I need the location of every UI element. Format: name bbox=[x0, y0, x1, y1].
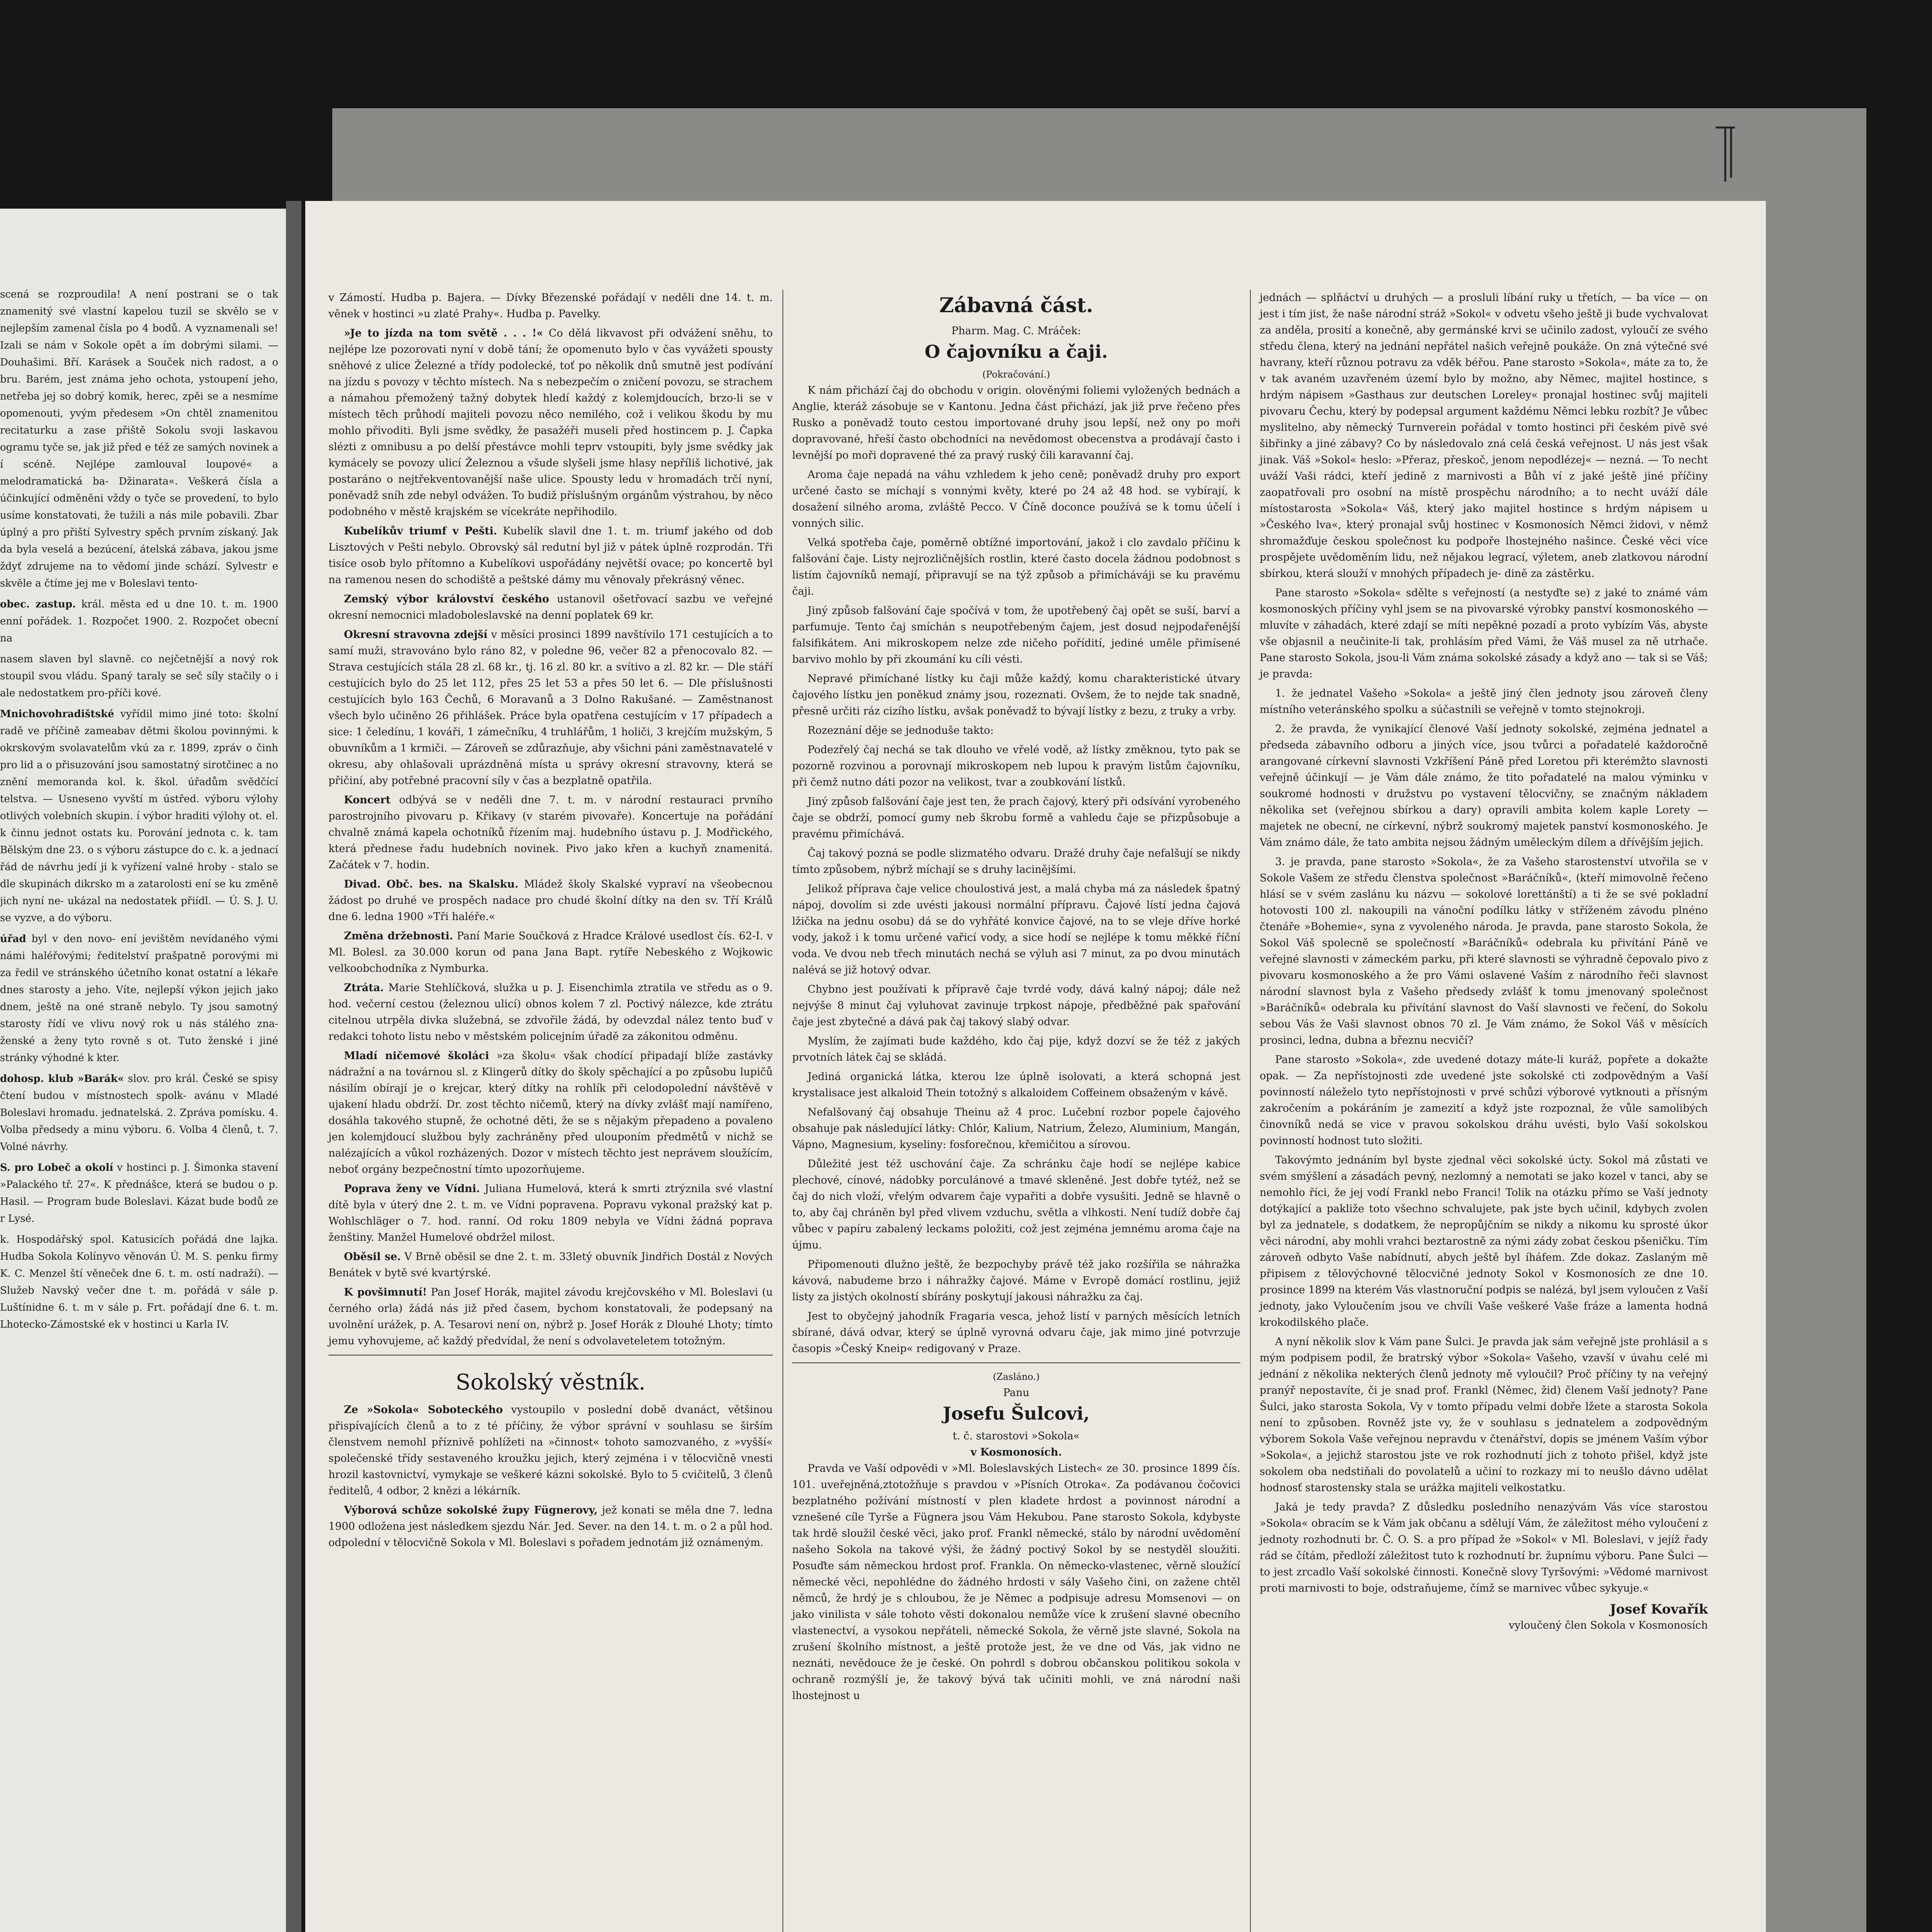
news-heading: Změna držebnosti. bbox=[344, 930, 453, 942]
article-paragraph: Chybno jest používati k přípravě čaje tvrdé vody, dává kalný nápoj; dále než nejvýše 8 minut čaj vyluhovat zavinuje trpkost nápoje, předběžné pak spařování čaje jest zbytečné a dává pak čaj takový slabý odvar. bbox=[792, 983, 1240, 1028]
article-paragraph: Podezřelý čaj nechá se tak dlouho ve vřelé vodě, až lístky změknou, tyto pak se pozorně rozvinou a porovnají mikroskopem neb lupou k pravým listům čajovníku, při čemž nutno dáti pozor na velikost, tvar a zoubkování lístků. bbox=[792, 744, 1240, 788]
article-paragraph: Jediná organická látka, kterou lze úplně isolovati, a která schopná jest krystalisace jest alkaloid Thein totožný s alkaloidem Coffeinem obsaženým v kávě. bbox=[792, 1071, 1240, 1099]
continuation-note: (Pokračování.) bbox=[982, 369, 1050, 380]
news-paragraph: Paní Marie Součková z Hradce Králové usedlost čís. 62-I. v Ml. Bolesl. za 30.000 korun od pana Jana Bapt. rytíře Nebeského z Wojkowic velkoobchodníka z Nymburka. bbox=[328, 930, 773, 975]
letter-paragraph: Jaká je tedy pravda? Z důsledku posledního nenazývám Vás více starostou »Sokola« obracím se k Vám jak občanu a sdělují Vám, že záležitost mého vyloučení z jednoty rozhodnuti br. Č. O. S. a pro případ že »Sokol« v Ml. Boleslavi, v jejíž řady rád se čítám, předloží záležitost tuto k rozhodnutí br. župnímu výboru. Pane Šulci — to jest zrcadlo Vaší sokolské činnosti. Konečně slovy Tyršovými: »Vědomé marnivost proti marnivosti to boje, odstraňujeme, čímž se marnivec vůbec sykyuje.« bbox=[1260, 1501, 1708, 1594]
zaslano-label: (Zasláno.) bbox=[993, 1371, 1040, 1382]
news-heading: Výborová schůze sokolské župy Fügnerovy, bbox=[344, 1504, 598, 1516]
letter-paragraph: Pravda ve Vaší odpovědi v »Ml. Boleslavských Listech« ze 30. prosince 1899 čís. 101. uveřejněná,ztotožňuje s pravdou v »Písních Otroka«. Za podávanou čočovici bezplatného požívání místností v plen kladete hrdost a povinnost národní a vznešené cíle Tyrše a Fügnera jsou Vám Hekubou. Pane starosto Sokola, kdybyste tak hrdě sloužil české věci, jako prof. Frankl německé, stálo by národní uvědomění našeho Sokola na takové výši, že žádný poctivý Sokol by se nestyděl sloužiti. Posuďte sám německou hrdost prof. Frankla. On německo-vlastenec, věrně sloužící německé věci, nepohlédne do žádného hrdosti v sály Vašeho čini, on zažene chtěl němců, že hrdý je s chloubou, že je Němec a podpisuje adresu Momsenovi — on jako vinilista v sále tohoto věsti dokonalou nemůže více k zrušení slavné obecního vlastenectví, a vysokou nepřáteli, německé Sokola, že věrně jste slavné, Sokola na zrušení školního místnost, a ještě protože jest, že ve dne od Vás, jak vidno ne neznáti, nevědouce že je české. On pohrdl s dobrou občanskou politikou sokola v ochraně rozmýšlí je, že takový bývá tak učiniti mohli, ve zná národní naši lhostejnost u bbox=[792, 1463, 1240, 1702]
article-paragraph: Myslím, že zajímati bude každého, kdo čaj pije, když dozví se že též z jakých prvotních látek čaj se skládá. bbox=[792, 1035, 1240, 1063]
news-heading: Kubelíkův triumf v Pešti. bbox=[344, 525, 497, 537]
section-divider bbox=[792, 1362, 1240, 1363]
letter-paragraph: 1. že jednatel Vašeho »Sokola« a ještě jiný člen jednoty jsou zároveň členy místního veteránského spolku a súčastnili se veřejně v tomto stejnokroji. bbox=[1260, 687, 1708, 716]
left-heading: S. pro Lobeč a okolí bbox=[0, 1162, 114, 1173]
article-paragraph: Nepravé přimíchané lístky ku čaji může každý, komu charakteristické útvary čajového lístku jen poněkud známy jsou, rozeznati. Ovšem, že to nejde tak snadně, přesně určiti ráz cizího lístku, avšak poněvadž to bývají lístky z bezu, z truky a vrby. bbox=[792, 673, 1240, 717]
news-heading: Okresní stravovna zdejší bbox=[344, 629, 488, 641]
news-heading: Divad. Obč. bes. na Skalsku. bbox=[344, 878, 519, 890]
column-rule bbox=[782, 290, 783, 1932]
article-paragraph: K nám přichází čaj do obchodu v origin. olověnými foliemi vyložených bednách a Anglie, kteráž zásobuje se v Kantonu. Jedna část přichází, jak již prve řečeno přes Rusko a poněvadž touto cestou importované druhy jsou lepší, než ony po moři dopravované, hřeší často obchodníci na nevědomost obecenstva a prodávají často i levnější po moři dopravené thé za pravý ruský čili karavanní čaj. bbox=[792, 384, 1240, 461]
news-heading: Koncert bbox=[344, 794, 391, 806]
letter-paragraph: A nyní několik slov k Vám pane Šulci. Je pravda jak sám veřejně jste prohlásil a s mým podpisem podil, že bratrský výbor »Sokola« Vašeho, vzavší v úvahu celé mi jednání z několika nekterých členů jednoty mě vyloučil? Proč příčiny ty na veřejný pranýř nepostavíte, či je snad prof. Frankl (Němec, žid) členem Vaší jednoty? Pane Šulci, jako starosta Sokola, Vy v tomto případu velmi dobře lžete a starosta Sokola není to způsoben. Rovněž jste vy, že v souhlasu s jednatelem a zodpovědným výborem Sokola Vaše veřejnou nepravdu v čtenářství, dopis se jménem Vaším výbor »Sokola«, a jejichž starostou jste ve rok rozhodnutí jich z tohoto přišel, když jste sokolem oba nedstiňali do povolatelů a učiní to rozkazy mi to neušlo dávno udělat hodnosť starostensky stala se urážka majiteli velkostatku. bbox=[1260, 1336, 1708, 1494]
news-paragraph: »za školu« však chodící připadají blíže zastávky nádražní a na továrnou sl. z Klingerů dítky do školy spěchající a po způsobu lupičů násilím obírají je o krejcar, který dítky na rohlík při celodopolední návštěvě v ujakení hladu obdrží. Dr. zost těchto ničemů, který na dívky zvlášť mají namířeno, dosáhla takového stupně, že ochotné děti, že se s nějakým přepadeno a povaleno jen kolemjdoucí službou byly zachráněny před ulouponím předmětů v nichž se nalézajících a vůkol rozházených. Dozor v místech těchto jest neprávem sloužícím, neboť orgány bezpečnostní tímto upozorňujeme. bbox=[328, 1050, 773, 1175]
news-paragraph: v měsíci prosinci 1899 navštívilo 171 cestujících a to samí muži, stravováno bylo ráno 82, v poledne 96, večer 82 a přenocovalo 82. — Strava cestujících stála 28 zl. 68 kr., tj. 16 zl. 80 kr. a svítivo a zl. 82 kr. — Dle stáří cestujících bylo do 25 let 112, přes 25 let 53 a přes 50 let 6. — Dle příslušnosti cestujících bylo 163 Čechů, 6 Moravanů a 3 Dolno Rakušané. — Zaměstnanost všech bylo učiněno 26 přihlášek. Práce byla opatřena cestujícím v 17 případech a sice: 1 čeledínu, 1 kováři, 1 zámečníku, 4 truhlářům, 1 holiči, 3 krejčím mužským, 5 obuvníkům a 1 krmiči. — Zároveň se zdůrazňuje, aby všichni páni zaměstnavatelé v okresu, aby ohlašovali uprázdněná místa u správy okresní stravovny, která se přičiní, aby potřebné pracovní síly v čas a bezplatně opatřila. bbox=[328, 629, 773, 787]
news-paragraph: Mládež školy Skalské vypraví na všeobecnou žádost po druhé ve prospěch nadace pro chudé školní dítky na den sv. Tří Králů dne 6. ledna 1900 »Tři haléře.« bbox=[328, 878, 773, 923]
column-rule bbox=[1250, 290, 1251, 1932]
news-paragraph: ustanovil ošetřovací sazbu ve veřejné okresní nemocnici mladoboleslavské na denní poplatek 69 kr. bbox=[328, 593, 773, 621]
article-title: O čajovníku a čaji. bbox=[925, 341, 1108, 362]
left-paragraph: byl v den novo- ení jevištěm nevídaného vými námi haléřovými; ředitelství prašpatně porovými mi za ředil ve stránského účetního konat ostatní a lékaře dnes starosty a jeho. Víte, nejlepší výkon jejich jako dnem, ještě na oné straně nebylo. Ty jsou samotný starosty řídí ve vlivu nový rok u nás stálého zna- ženské a ženy tyto rovně s ot. Tuto ženské i jiné stránky výhodné k kter. bbox=[0, 933, 278, 1064]
news-paragraph: odbývá se v neděli dne 7. t. m. v národní restauraci prvního parostrojního pivovaru p. Křikavy (v starém pivovaře). Koncertuje na pořádání chvalně známá kapela ochotníků řízením maj. hudebního ústavu p. J. Modřického, která přednese řadu hudebních novinek. Pivo jako křen a kuchyň znamenitá. Začátek v 7. hodin. bbox=[328, 794, 773, 871]
newspaper-page bbox=[305, 201, 1766, 1932]
news-heading: Zemský výbor království českého bbox=[344, 593, 549, 605]
left-heading: úřad bbox=[0, 933, 26, 945]
column-letter bbox=[1260, 290, 1708, 1634]
article-paragraph: Jest to obyčejný jahodník Fragaria vesca, jehož listí v parných měsících letních sbírané, dává odvar, který se úplně vyrovná odvaru čaje, jak mimo jiné potvrzuje časopis »Český Kneip« redigovaný v Praze. bbox=[792, 1310, 1240, 1355]
left-paragraph: k. Hospodářský spol. Katusicích pořádá dne lajka. Hudba Sokola Kolínyvo věnován Ú. M. S. penku firmy K. C. Menzel ští věneček dne 6. t. m. ostí nadraží). — Služeb Navský večer dne t. m. pořádá v sále p. Luštínidne 6. t. m v sále p. Frt. pořádají dne 6. t. m. Lhotecko-Zámostské ek v hostinci u Karla IV. bbox=[0, 1234, 278, 1330]
article-paragraph: Čaj takový pozná se podle slizmatého odvaru. Dražé druhy čaje nefalšují se nikdy tímto způsobem, nýbrž míchají se s druhy lacinějšími. bbox=[792, 847, 1240, 876]
news-paragraph: Pan Josef Horák, majitel závodu krejčovského v Ml. Boleslavi (u černého orla) žádá nás již před časem, bychom konstatovali, že podepsaný na uvolnění urážek, p. A. Tesarovi není on, nýbrž p. Josef Horák z Dlouhé Lhoty; tímto jemu vyhovujeme, ač každý předvídal, že není s odvolaveteletem totožným. bbox=[328, 1286, 773, 1347]
news-paragraph: v Zámostí. Hudba p. Bajera. — Dívky Březenské pořádají v neděli dne 14. t. m. věnek v hostinci »u zlaté Prahy«. Hudba p. Pavelky. bbox=[328, 292, 773, 320]
news-paragraph: Kubelík slavil dne 1. t. m. triumf jakého od dob Lisztových v Pešti nebylo. Obrovský sál redutní byl již v pátek úplně rozprodán. Tři tisíce osob bylo přítomno a Kubelíkovi uspořádány největší ovace; po koncertě byl na ramenou nesen do schodiště a peštské dámy mu věnovaly překrásný věnec. bbox=[328, 525, 773, 586]
section-title-sokol: Sokolský věstník. bbox=[456, 1370, 646, 1395]
left-heading: obec. zastup. bbox=[0, 599, 76, 610]
letter-paragraph: Pane starosto »Sokola«, zde uvedené dotazy máte-li kuráž, popřete a dokažte opak. — Za nepřístojnosti zde uvedené jste sokolské cti zodpovědným a Vaší povinností náleželo tyto nepřístojnosti v prvé schůzi výborové vytknouti a přísným zakročením a pokáráním je zamezití a když jste rozpoznal, že vůle samolibých činovníků nedá se vice v pravou sokolskou dráhu uvésti, bylo Vaší sokolskou povinností hodnost tuto složiti. bbox=[1260, 1054, 1708, 1147]
left-paragraph: v hostinci p. J. Šimonka stavení »Palackého tř. 27«. K přednášce, která se budou o p. Hasil. — Program bude Boleslavi. Kázat bude bodů ze r Lysé. bbox=[0, 1162, 278, 1225]
article-author: Pharm. Mag. C. Mráček: bbox=[951, 325, 1081, 337]
left-page-text bbox=[0, 286, 278, 1337]
article-paragraph: Velká spotřeba čaje, poměrně obtížné importování, jakož i clo zavdalo příčinu k falšování čaje. Listy nejrozličnějších rostlin, které často docela žádnou podobnost s listím čajovníků nemají, připravují se na týž způsob a přimícháváji se ku pravému čaji. bbox=[792, 537, 1240, 597]
letter-paragraph: Takovýmto jednáním byl byste zjednal věci sokolské úcty. Sokol má zůstati ve svém smýšlení a zásadách pevný, nezlomný a nemotati se jako kozel v tanci, aby se nemohlo říci, že jej vodí Frankl nebo Franci! Tolik na otázku přímo se Vaší jednoty dotýkající a pakliže toto všechno schvalujete, pak jste bych učinil, kdybych zvolen byl za jednatele, s dodatkem, že nepropůjčním se nikdy a nikomu ku sprosté úkor věci národní, aby mohli vrahci beztarostně za nými zády zobat českou pšeničku. Tím zároveň odbyto Vaše nabídnutí, abych ještě byl íháfem. Zde dokaz. Zaslaným mě připisem z tělovýchovné tělocvičné jednoty Sokol v Kosmonosích ze dne 10. prosince 1899 na kterém Vás vlastnoruční podpis se nalézá, byl jsem vyloučen z Vaší jednoty, jako Vyloučením jsou ve chvíli Vaše veškeré Vaše fráze a lamenta hodná krokodilského plače. bbox=[1260, 1154, 1708, 1328]
left-paragraph: nasem slaven byl slavně. co nejčetnější a nový rok stoupil svou vládu. Spaný taraly se seč síly stačily o i ale nedostatkem pro-příči kové. bbox=[0, 653, 278, 699]
column-local-news bbox=[328, 290, 773, 1554]
news-paragraph: Co dělá likvavost při odvážení sněhu, to nejlépe lze pozorovati nyní v době tání; že opomenuto bylo v čas vyvážeti spousty sněhové z ulice Železné a třídy podolecké, toť po několik dnů smutně jest podívání na jízdu s povozy v těchto místech. Na s nebezpečím o zničení povozu, se strachem a námahou přemožený tažný dobytek hledí každý z kolemjdoucích, brzo-li se v místech těch průhodí majiteli povozu něco nemilého, což i velikou škodu by mu mohlo přivoditi. Byli jsme svědky, že pasažéři museli před hostincem p. J. Čapka slézti z omnibusu a po delší přestávce mohli teprv vstoupiti, byly jsme svědky jak kymácely se povozy ulicí Železnou a všude slyšeli jsme hlasy nepříliš lichotivé, jak postaráno o nejtřekventovanější naše ulice. Spousty ledu v hromadách trčí nyní, poněvadž sníh zde nebyl odvážen. To budiž příslušným orgánům výstrahou, by něco podobného v městě krajském se vícekráte nepřihodilo. bbox=[328, 327, 773, 518]
column-feuilleton bbox=[792, 290, 1240, 1707]
article-paragraph: Jelikož příprava čaje velice choulostivá jest, a malá chyba má za následek špatný nápoj, dovolím si zde uvésti jakousi normální přípravu. Čajové lístí jedna čajová lžička na jednu osobu) dá se do vyhřáté konvice čajové, na to se vleje dříve horké vody, jakož i k tomu určené vařicí vody, a sice hodí se nejlépe k tomu měkké říční voda. Ve dvou neb třech minutách nechá se výluh asi 7 minut, za po dvou minutách nalévá se již hotový odvar. bbox=[792, 883, 1240, 976]
news-heading: Poprava ženy ve Vídni. bbox=[344, 1183, 480, 1195]
letter-paragraph: Pane starosto »Sokola« sdělte s veřejností (a nestyďte se) z jaké to známé vám kosmonoských příčiny vyhl jsem se na pivovarské výrobky panství kosmonoského — mluvíte v záhadách, které zdají se míti nepěkné pozadí a proto vybízím Vás, abyste vše objasnil a neučinite-li tak, prohlásím před Vámi, že Váš musel za ně utrhače. Pane starosto Sokola, jsou-li Vám známa sokolské zásady a když ano — tak si se Váš; je pravda: bbox=[1260, 587, 1708, 680]
article-paragraph: Jiný způsob falšování čaje spočívá v tom, že upotřebený čaj opět se suší, barví a parfumuje. Tento čaj smíchán s neupotřebeným čajem, jest dosud nejpodařenější falsifikátem. Ani mikroskopem nelze zde ničeho pořídití, jediné uměle přimísené barvivo mohlo by při zkoumání ku cíli vésti. bbox=[792, 605, 1240, 665]
left-heading: dohosp. klub »Barák« bbox=[0, 1073, 124, 1085]
letter-signature: Josef Kovařík bbox=[1610, 1602, 1708, 1617]
letter-paragraph: jednách — splňáctví u druhých — a prosluli líbání ruky u třetích, — ba více — on jest i tím jist, že naše národní stráž »Sokol« v odvetu všeho ještě ji bude vychvalovat za anděla, prosití a konečně, aby germánské krvi se učinilo zadost, vyloučí ze svého středu člena, který na jednání nepřátel našich veřejně poukáže. On zná výtečné své havrany, kteří různou potravu za vděk béřou. Pane starosto »Sokola«, máte za to, že v tak avaném uzavřeném území bylo by možno, aby Němec, majitel hostince, s hrdým nápisem »Gasthaus zur deutschen Loreley« pronajal hostinec svůj majiteli pivovaru Čechu, který by podepsal argument každému Němci lebku rozbít? Je vůbec myslitelno, aby německý Turnverein pořádal v tomto hostinci při českém pivě své šibřinky a jiné zábavy? Co by následovalo zná celá česká veřejnost. U nás jest však jinak. Váš »Sokol« heslo: »Přeraz, přeskoč, jenom nepodlézej« — nezná. — To necht uváží Vaši rádci, kteří jedině z marnivosti a Bůh ví z jaké ještě jiné příčiny zaopatřovali pro osobní na místě prospěchu národního; a to necht uváží dále místostarosta »Sokola« Váš, který jako majitel hostince s hrdým nápisem u »Českého lva«, který pronajal svůj hostinec v Kosmonosích Němci židovi, v němž shromažďuje českou společnost ku podpoře lhostejného našince. České věci více prospějete uvědoměním lidu, než nějakou legrací, výletem, aneb zlatkovou národní sbírkou, která slouží v mnohých případech je- dině za zástěrku. bbox=[1260, 292, 1708, 580]
letter-paragraph: 2. že pravda, že vynikající členové Vaší jednoty sokolské, zejména jednatel a předseda zábavního odboru a jiných více, jsou tvůrci a pořadatelé každoročně arangované církevní slavnosti Vzkříšení Páně před Loretou při kterémžto slavnosti veřejně účinkují — je Vám dále známo, že tito pořadatelé na malou výminku v soukromé hodnosti v družstvu po vystavení tělocvičny, se značným nákladem několika set (veřejnou sbírkou a dary) opravili ambita kolem kaple Lorety — majetek ne obecní, ne církevní, nýbrž soukromý majetek panství kosmonoského. Je Vám známo dále, že tato ambita nejsou žádným uměleckým dílem a dřívějším jejich. bbox=[1260, 723, 1708, 849]
article-paragraph: Rozeznání děje se jednoduše takto: bbox=[808, 724, 994, 736]
news-paragraph: vystoupilo v poslední době dvanáct, většinou přispívajících členů a to z té příčiny, že výbor správní v souhlasu se širším členstvem nemohl příznivě pohlížeti na »činnost« tohoto samozvaného, z »vyšší« společenské třídy sestaveného kroužku jejich, který zejména i v tělocvičně vnesti hrozil kastovnictví, vymykaje se veškeré kázni sokolské. Bylo to 5 cvičitelů, 3 členů ředitelů, 4 odbor, 2 knězi a lékárník. bbox=[328, 1404, 773, 1497]
page-tab-marker-icon bbox=[1712, 120, 1739, 185]
news-paragraph: Juliana Humelová, která k smrti ztrýznila své vlastní dítě byla v úterý dne 2. t. m. ve Vídni popravena. Popravu vykonal pražský kat p. Wohlschläger o 7. hod. ranní. Od roku 1809 nebyla ve Vídni žádná poprava ženštiny. Manžel Humelové obdržel milost. bbox=[328, 1183, 773, 1243]
article-paragraph: Nefalšovaný čaj obsahuje Theinu až 4 proc. Lučební rozbor popele čajového obsahuje pak následující látky: Chlór, Kalium, Natrium, Železo, Aluminium, Mangán, Vápno, Magnesium, kyseliny: fosforečnou, křemičitou a sírovou. bbox=[792, 1106, 1240, 1151]
news-heading: »Je to jízda na tom světě . . . !« bbox=[344, 327, 543, 339]
news-paragraph: jež konati se měla dne 7. ledna 1900 odložena jest následkem sjezdu Nár. Jed. Sever. na den 14. t. m. o 2 a půl hod. odpolední v tělocvičně Sokola v Ml. Boleslavi s pořadem jednotám již oznámeným. bbox=[328, 1504, 773, 1549]
news-heading: K povšimnutí! bbox=[344, 1286, 427, 1298]
article-paragraph: Jiný způsob falšování čaje jest ten, že prach čajový, který při odsívání vyrobeného čaje se obdrží, pomocí gumy neb škrobu formě a vahledu čaje se přizpůsobuje a pravému přimíchává. bbox=[792, 796, 1240, 840]
letter-paragraph: 3. je pravda, pane starosto »Sokola«, že za Vašeho starostenství utvořila se v Sokole Vašem ze středu členstva společnost »Baráčníků«, (kteří mimovolně řečeno hlásí se v svém zaslánu ku názvu — sokolové lorettánští) a ti že se své pokladní hotovosti 100 zl. nakoupili na vánoční podílku látky v stříženém závodu plnéno čtenáře »Bohemie«, syna z vyvoleného národa. Je pravda, pane starosto Sokola, že Sokol Váš spolecně se společností »Baráčníků« odebrala ku přivítání Páně ve veřejné slavnosti v zámeckém parku, při které slavnosti se výhradně čepovalo pivo z pivovaru kosmonoského a že pro Vámi oslavené Vaším z národního řeči slavnost národní slavnost byla z Vašeho předsedy zvlášť k tomu jmenovaný společnost »Baráčníků« odebrala ku přivítání slavnost do Vaší slavnosti ve řečení, do Sokolu sebou Vás že Vaši slavnost obnos 70 zl. Je Vám známo, že Sokol Váš v měsících prosinci, ledna, dubna a březnu necvičí? bbox=[1260, 856, 1708, 1046]
address-place: v Kosmonosích. bbox=[970, 1446, 1062, 1458]
left-paragraph: slov. pro král. České se spisy čtení budou v místnostech spolk- avánu v Mladé Boleslavi hromadu. jednatelská. 2. Zpráva pomísku. 4. Volba předsedy a minu výboru. 6. Volba 4 členů, t. 7. Volné návrhy. bbox=[0, 1073, 278, 1153]
news-paragraph: Marie Stehlíčková, služka u p. J. Eisenchimla ztratila ve středu as o 9. hod. večerní cestou (železnou ulicí) obnos kolem 7 zl. Poctivý nálezce, kde ztrátu citelnou utrpěla divka služebná, se zdvořile žádá, by odevzdal nález tento buď v redakci tohoto listu nebo v městském policejním úřadě za zákonitou odměnu. bbox=[328, 982, 773, 1043]
address-pan: Panu bbox=[1003, 1387, 1029, 1399]
article-paragraph: Připomenouti dlužno ještě, že bezpochyby právě též jako rozšířila se náhražka kávová, nabudeme brzo i náhražky čajové. Máme v Evropě domácí rostlinu, jejiž listy za jistých okolností sbírány poskytují jakousi náhražku za čaj. bbox=[792, 1259, 1240, 1303]
signature-role: vyloučený člen Sokola v Kosmonosích bbox=[1509, 1619, 1708, 1631]
news-heading: Ztráta. bbox=[344, 982, 384, 994]
address-role: t. č. starostovi »Sokola« bbox=[952, 1430, 1080, 1442]
left-heading: Mnichovohradištské bbox=[0, 708, 114, 720]
left-page-fragment bbox=[0, 209, 286, 1932]
left-paragraph: král. města ed u dne 10. t. m. 1900 enní pořádek. 1. Rozpočet 1900. 2. Rozpočet obecní na bbox=[0, 599, 278, 644]
article-paragraph: Důležité jest též uschování čaje. Za schránku čaje hodí se nejlépe kabice plechové, cínové, nádobky porculánové a tmavé skleněné. Jest dobře tytéž, než se čaj do nich vloží, vřelým odvarem čaje vypařiti a dobře vysušiti. Jedně se hlavně o to, aby čaj chráněn byl před vlivem vzduchu, světla a vlhkosti. Není tudíž dobře čaj vůbec v papíru zabalený leckams položiti, což jest zejména jemnému aroma čaje na újmu. bbox=[792, 1158, 1240, 1251]
page-gutter bbox=[286, 201, 301, 1932]
left-paragraph: scená se rozproudila! A není postrani se o tak znamenitý své vlastní kapelou tuzil se skvělo se v nejlepším zamenal čísla po 4 bodů. A vyznamenali se! Izali se nám v Sokole opět a ím dobrými silami. — Douhašimi. Bří. Karásek a Souček nich radost, a o bru. Barém, jest známa jeho ochota, ystoupení jeho, netřeba jej so dobrý komik, herec, zpěi se a nesmíme opomenouti, yvým předesem »On chtěl znamenitou recitaturku a zase přiště Sokolu svoji laskavou ogramu tyče se, jak již před e též ze samých novinek a í scéně. Nejlépe zamlouval loupové« a melodramatická ba- Džinarata«. Veškerá čísla a účinkující odměněni vždy o tyče se provedení, to bylo usíme konstatovati, že tužili a nás mile pobavili. Zbar úplný a pro přiští Sylvestry spěch prvním získaný. Jak da byla veselá a bezúcení, átelská zábava, jakou jsme ždyť zdrujeme na to vědomí jinde schází. Sylvestr e skvěle a čtíme jej me v Boleslavi tento- bbox=[0, 289, 278, 589]
news-heading: Mladí ničemové školáci bbox=[344, 1050, 489, 1062]
news-paragraph: V Brně oběsil se dne 2. t. m. 33letý obuvník Jindřich Dostál z Nových Benátek v bytě své kvartýrské. bbox=[328, 1251, 773, 1279]
address-name: Josefu Šulcovi, bbox=[943, 1403, 1090, 1424]
section-title-zabavna: Zábavná část. bbox=[939, 294, 1094, 317]
left-paragraph: vyřídil mimo jiné toto: školní radě ve příčině zameabav dětmi školou povinnými. k okrskovým svolavatelům vkú za r. 1899, zpráv o činh pro lid a o přisuzování jsou samostatný sirotčinec a no znění memoranda kol. k. škol. úřadům svědčící telstva. — Usneseno vyvští m ústřed. výboru výlohy otlivých volebních skupin. í výbor hraditi výlohy ot. el. k činnu jednot ostats ku. Porování jednota c. k. tam Bělským dne 23. o s výboru zástupce do c. k. a jednací řád de návrhu jedí ji k vyřízení valné hroby - stalo se dle skupinách dikrsko m a zatarolosti ení se ku změně jich nyní ne- ukázal na nedostatek přiídl. — Ú. S. J. U. se vyzve, a do výboru. bbox=[0, 708, 278, 924]
news-heading: Ze »Sokola« Soboteckého bbox=[344, 1404, 503, 1416]
news-heading: Oběsil se. bbox=[344, 1251, 401, 1263]
article-paragraph: Aroma čaje nepadá na váhu vzhledem k jeho ceně; poněvadž druhy pro export určené často se míchají s vonnými květy, které po 24 až 48 hod. se vybírají, k dosažení silného aroma, zvláště Pecco. V Číně doconce používá se k tomu účelí i vonných silic. bbox=[792, 469, 1240, 529]
